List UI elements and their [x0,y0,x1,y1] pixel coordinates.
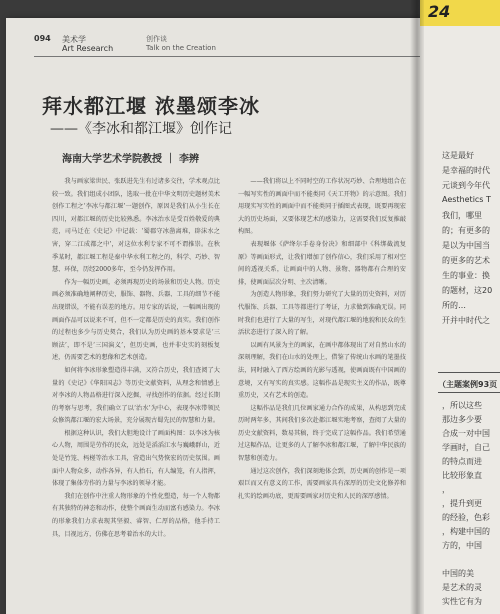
page-fold-shadow [410,0,424,614]
facing-page-logo: 24 [428,2,451,21]
body-column-right [238,176,406,612]
section-title: 美术学 [62,35,86,44]
paragraph: 我们在创作中注重人物形象的个性化塑造，每一个人物都有其独特的神态和动作，使整个画面生动而富有感染力。李冰的形象我们力求表现其坚毅、睿智、仁厚的品格，他手持工具，目视远方，仿佛在思考着治水的大计。 [52,492,220,538]
header-rule [34,56,454,57]
facing-line: 是幸福的时代 [442,166,490,175]
facing-line: 合成一对中国 [442,429,490,438]
section-title-en: Art Research [62,44,114,53]
facing-line: ，构建中国的 [442,527,490,536]
paragraph: 通过这次创作，我们深刻地体会到，历史画的创作是一项艰巨而又有意义的工作，需要画家具有深厚的历史文化修养和扎实的绘画功底，更需要画家对历史和人民的深厚感情。 [238,467,406,500]
facing-line: 那边多少要 [442,415,482,424]
facing-line: 实性它有为 [442,597,482,606]
column-title-en: Talk on the Creation [146,44,216,52]
article-title: 拜水都江堰 浓墨颂李冰 [42,94,260,118]
facing-line: 我们，哪里 [442,211,482,220]
facing-line: Aesthetics T [442,195,491,204]
sidebar-rule-bottom [438,392,500,393]
facing-line: 是艺术的灵 [442,583,482,592]
article-author: 海南大学艺术学院教授 ｜ 李辨 [62,154,199,165]
sidebar-title: （主题案例93页 [438,380,498,389]
facing-line: 方的，中国 [442,541,482,550]
paragraph: 表现堰体《萨绛尔手卷身份决》和细部中《科绑截流复原》等画面形式，让我们增加了创作信心，我们采用了相对空间的透视关系，让画面中的人物、景物、器物都有合理的安排，使画面层次分明、主次清晰。 [238,240,406,286]
facing-line: ，提升到更 [442,499,482,508]
facing-page [420,0,500,614]
facing-line: 生的事业：换 [442,271,490,280]
paragraph: 作为一幅历史画，必须再现历史的场景和历史人物。历史画必须准确地阐释历史，服饰、器物、兵器、工具的细节不能出现错误，不能有误差的地方。用专家的话说，一幅画出现的画面作品可以说来不可，但不一定都是历史的真实。我们创作的过程也多少与历史契合，我们认为历史画的基本要求是‘三顾法’，即不是‘三国演义’，但历史画，也并非史实的刻板复述，仍需要艺术的想像和艺术创造。 [52,278,220,362]
paragraph: 以画有风景为主的画家，在画中都体现出了对自然山水的深刻理解，我们在山水的处理上，借鉴了传统山水画的笔墨技法，同时融入了西方绘画的光影与透视，使画面既有中国画的意境，又有写实的真实感。这幅作品是现实主义的作品，既尊重历史，又有艺术的创造。 [238,341,406,400]
facing-line: 的特点而进 [442,457,482,466]
facing-line: 比较形象直 [442,471,482,480]
body-column-left [52,176,220,612]
paragraph: 如何将李冰形象塑造得丰满，又符合历史，我们查阅了大量的《史记》《华阳国志》等历史文献资料，从理念和情感上对李冰的人物品格进行深入挖掘，寻找创作的依据。经过长期的考察与思考，我们确立了以‘治水’为中心，表现李冰带领民众修筑都江堰的宏大场景，充分展现古蜀先民的智慧和力量。 [52,366,220,425]
facing-line: ， [442,485,450,494]
paragraph: ——我们将以上不同时空的工作状况巧妙、合理地组合在一幅写实性的画面中而不能类同《天工开物》的示意图。我们用现实写实性的画面中而不能类同于插图式表现，既要再现宏大的历史场面，又要体现艺术的感染力，这需要我们反复推敲构图。 [238,178,406,236]
facing-line: 的经验，色彩 [442,513,490,522]
facing-line: 是以为中国当 [442,241,490,250]
facing-line: 所的… [442,301,466,310]
sidebar-rule-top [438,372,500,373]
facing-line: 的更多的艺术 [442,256,490,265]
paragraph: 根据这种认识，我们大胆地设计了画面构图：以李冰为核心人物，周围是劳作的民众，远处是滔滔江水与巍峨群山，近处是竹笼、杩槎等治水工具，营造出气势恢宏的历史氛围。画面中人物众多，动作各异，有人抬石，有人编笼，有人指挥，体现了集体劳作的力量与李冰的领导才能。 [52,429,220,488]
facing-line: 中国的美 [442,569,474,578]
paragraph: 为创造人物形象，我们努力研究了大量的历史资料，对历代服饰、兵器、工具等都进行了考证，力求做到准确无误。同时我们也进行了大量的写生，对现代都江堰的地貌和民众的生活状态进行了深入的了解。 [238,291,406,337]
article-subtitle: ——《李冰和都江堰》创作记 [50,121,232,137]
facing-line: 的；有更多的 [442,226,490,235]
facing-line: 的题材，这20 [442,286,493,295]
page-number: 094 [34,34,51,43]
facing-line: 这是最好 [442,151,474,160]
column-title: 创作谈 [146,35,167,43]
paragraph: 我与画家梁世民、张跃进先生有过诸多交往，学术观点比较一致。我们组成小团队，选取一批在中华文明历史题材美术创作工程之‘李冰与都江堰’一题创作，原因是我们从小生长在四川，对都江堰的历史比较熟悉。李冰治水是受百姓敬爱的典范，司马迁在《史记》中记载：‘蜀郡守冰凿离堆，辟沫水之害，穿二江成都之中’，对这位水利专家不可不谓推崇。在秋季某时，都江堰工程是秦中华水利工程之的，科学、巧妙、智慧、环保，历经2000多年，至今仍发挥作用。 [52,178,220,274]
paragraph: 这幅作品是我们几位画家通力合作的成果，从构思到完成历时两年多，其间我们多次赴都江堰实地考察，查阅了大量的历史文献资料，数易其稿，终于完成了这幅作品。我们希望通过这幅作品，让更多的人了解李冰和都江堰，了解中华民族的智慧和创造力。 [238,404,406,463]
facing-line: 开并中时代之 [442,316,490,325]
magazine-page [6,18,464,614]
facing-line: 学画时，自己 [442,443,490,452]
facing-line: ，所以这些 [442,401,482,410]
facing-line: 元谈到今年代 [442,181,490,190]
